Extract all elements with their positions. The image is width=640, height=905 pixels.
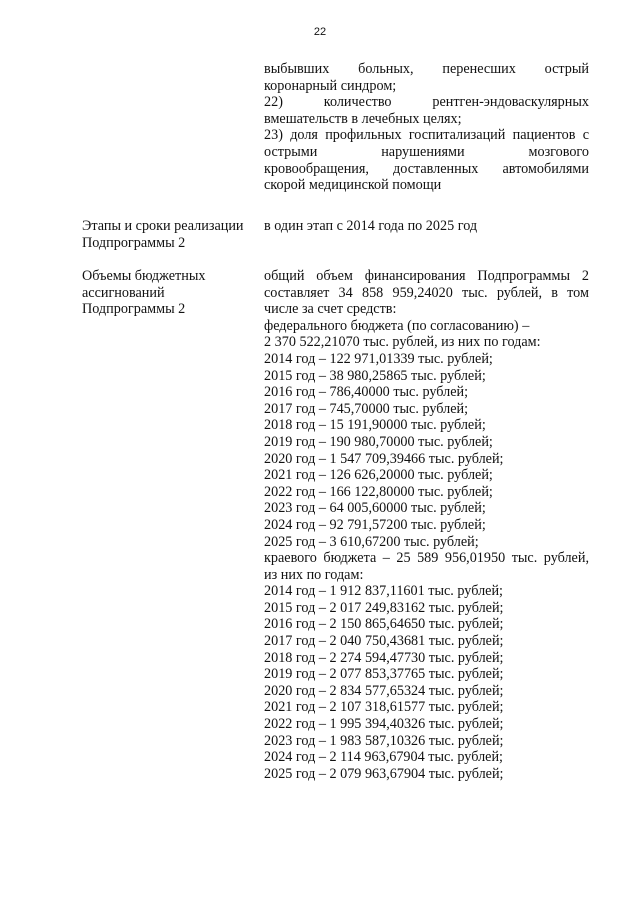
- budget-line: 2021 год – 126 626,20000 тыс. рублей;: [264, 467, 493, 484]
- stages-label-line: Этапы и сроки реализации: [82, 218, 244, 234]
- budget-line: 2014 год – 1 912 837,11601 тыс. рублей;: [264, 583, 503, 600]
- intro-line: 23) доля профильных госпитализаций пациентов с: [264, 127, 589, 144]
- budget-line: 2020 год – 2 834 577,65324 тыс. рублей;: [264, 682, 504, 699]
- intro-line: острыми нарушениями мозгового: [264, 143, 589, 160]
- budget-line: 2016 год – 2 150 865,64650 тыс. рублей;: [264, 616, 504, 633]
- budget-line: числе за счет средств:: [264, 301, 397, 318]
- budget-line: 2020 год – 1 547 709,39466 тыс. рублей;: [264, 450, 504, 467]
- page-number: 22: [313, 26, 327, 38]
- budget-line: 2024 год – 2 114 963,67904 тыс. рублей;: [264, 749, 503, 766]
- budget-line: 2019 год – 190 980,70000 тыс. рублей;: [264, 433, 493, 450]
- budget-line: краевого бюджета – 25 589 956,01950 тыс. рублей,: [264, 550, 589, 567]
- budget-line: 2024 год – 92 791,57200 тыс. рублей;: [264, 516, 486, 533]
- budget-line: общий объем финансирования Подпрограммы 2: [264, 268, 589, 284]
- budget-line: 2023 год – 64 005,60000 тыс. рублей;: [264, 500, 486, 517]
- intro-block: [264, 61, 589, 194]
- budget-line: 2 370 522,21070 тыс. рублей, из них по годам:: [264, 334, 541, 351]
- intro-line: выбывших больных, перенесших острый: [264, 61, 589, 77]
- budget-line: 2015 год – 2 017 249,83162 тыс. рублей;: [264, 599, 504, 616]
- budget-line: 2023 год – 1 983 587,10326 тыс. рублей;: [264, 732, 504, 749]
- budget-label-line: Подпрограммы 2: [82, 301, 186, 318]
- budget-line: 2017 год – 2 040 750,43681 тыс. рублей;: [264, 633, 504, 650]
- budget-line: 2018 год – 15 191,90000 тыс. рублей;: [264, 417, 486, 434]
- intro-line: вмешательств в лечебных целях;: [264, 110, 462, 127]
- budget-line: 2021 год – 2 107 318,61577 тыс. рублей;: [264, 699, 504, 716]
- intro-line: скорой медицинской помощи: [264, 177, 442, 194]
- budget-line: 2017 год – 745,70000 тыс. рублей;: [264, 400, 469, 417]
- budget-line: 2025 год – 3 610,67200 тыс. рублей;: [264, 533, 479, 550]
- budget-line: 2022 год – 166 122,80000 тыс. рублей;: [264, 483, 493, 500]
- budget-line: 2025 год – 2 079 963,67904 тыс. рублей;: [264, 765, 504, 782]
- budget-line: 2014 год – 122 971,01339 тыс. рублей;: [264, 350, 493, 367]
- stages-label: [82, 218, 257, 251]
- intro-line: 22) количество рентген-эндоваскулярных: [264, 94, 589, 111]
- budget-block: [264, 268, 589, 782]
- budget-line: 2015 год – 38 980,25865 тыс. рублей;: [264, 367, 486, 384]
- stages-label-line: Подпрограммы 2: [82, 234, 186, 251]
- budget-line: 2018 год – 2 274 594,47730 тыс. рублей;: [264, 649, 504, 666]
- budget-line: составляет 34 858 959,24020 тыс. рублей, в том: [264, 284, 589, 301]
- budget-line: из них по годам:: [264, 566, 364, 583]
- budget-line: 2022 год – 1 995 394,40326 тыс. рублей;: [264, 716, 504, 733]
- intro-line: коронарный синдром;: [264, 77, 397, 94]
- budget-label-line: ассигнований: [82, 284, 165, 301]
- budget-label: [82, 268, 257, 318]
- budget-label-line: Объемы бюджетных: [82, 268, 206, 284]
- intro-line: кровообращения, доставленных автомобилями: [264, 160, 589, 177]
- budget-line: 2019 год – 2 077 853,37765 тыс. рублей;: [264, 666, 504, 683]
- stages-value: в один этап с 2014 года по 2025 год: [264, 218, 478, 234]
- budget-line: федерального бюджета (по согласованию) –: [264, 317, 530, 334]
- budget-line: 2016 год – 786,40000 тыс. рублей;: [264, 384, 469, 401]
